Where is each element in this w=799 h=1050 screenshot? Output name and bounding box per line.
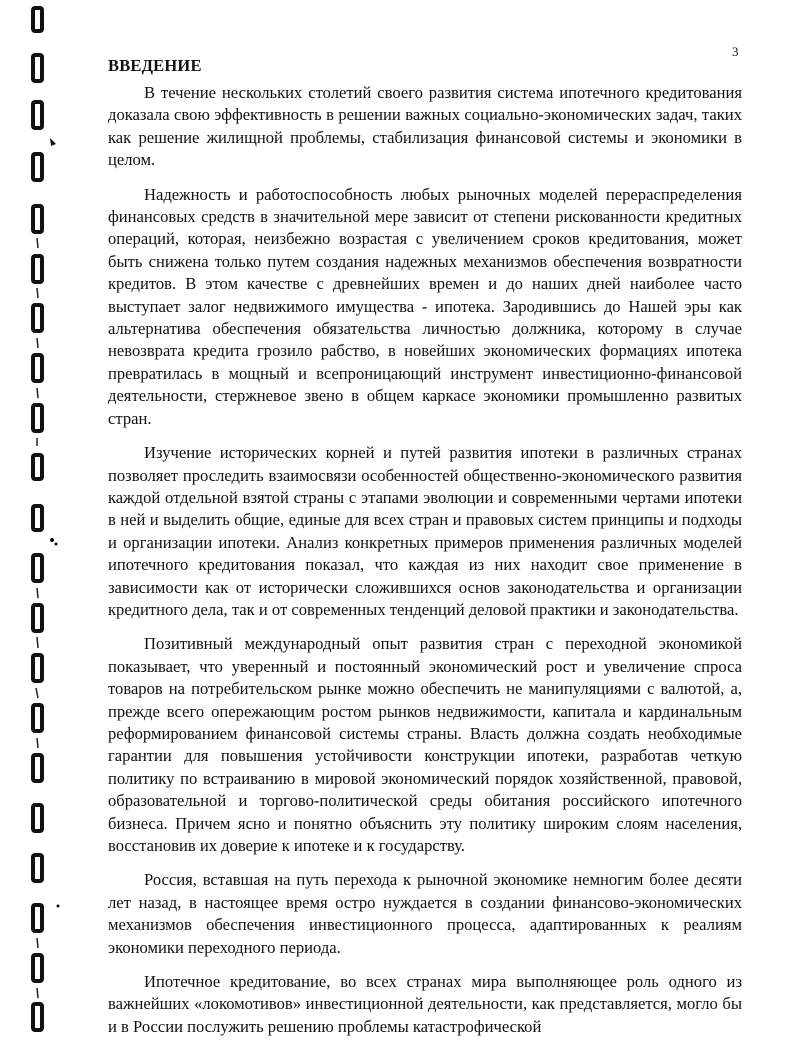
paragraph-3: Изучение исторических корней и путей развития ипотеки в различных странах позволяет проследить взаимосвязи особенностей общественно-экономического развития каждой отдельной взятой страны с этапами эволюции и современными чертами ипотеки в ней и выделить общие, единые для всех стран и правовых систем принципы и подходы и организации ипотеки. Анализ конкретных примеров применения различных моделей ипотечного кредитования показал, что каждая из них находит свое применение в зависимости как от исторически сложившихся основ законодательства и организации кредитного дела, так и от современных тенденций деловой практики и законодательства. xyxy=(108,443,742,619)
paragraph-2: Надежность и работоспособность любых рыночных моделей перераспределения финансовых средств в значительной мере зависит от степени рискованности кредитных операций, которая, неизбежно возрастая с увеличением сроков кредитования, может быть снижена только путем создания надежных механизмов обеспечения возвратности кредитов. В этом качестве с древнейших времен и до наших дней наиболее часто выступает залог недвижимого имущества - ипотека. Зародившись до Нашей эры как альтернатива обеспечения обязательства личностью должника, которому в случае невозврата кредита грозило рабство, в новейших экономических формациях ипотека превратилась в мощный и всепроницающий инструмент инвестиционно-финансовой деятельности, стержневое звено в общем каркасе экономики промышленно развитых стран. xyxy=(108,184,742,428)
paragraph-1: В течение нескольких столетий своего развития система ипотечного кредитования доказала свою эффективность в решении важных социально-экономических задач, таких как решение жилищной проблемы, стабилизация финансовой системы и экономики в целом. xyxy=(108,83,742,170)
page-title: ВВЕДЕНИЕ xyxy=(108,56,202,75)
page-content xyxy=(108,56,742,1050)
paragraph-5: Россия, вставшая на путь перехода к рыночной экономике немногим более десяти лет назад, в настоящее время остро нуждается в создании финансово-экономических механизмов обеспечения инвестиционного процесса, адаптированных к реалиям экономики переходного периода. xyxy=(108,870,742,957)
page-number: 3 xyxy=(732,44,739,59)
paragraph-6: Ипотечное кредитование, во всех странах мира выполняющее роль одного из важнейших «локомотивов» инвестиционной деятельности, как представляется, могло бы и в России послужить решению проблемы катастрофической xyxy=(108,972,742,1036)
binding-punch-holes-icon xyxy=(0,0,60,1034)
paragraph-4: Позитивный международный опыт развития стран с переходной экономикой показывает, что уверенный и постоянный экономический рост и увеличение спроса товаров на потребительском рынке можно обеспечить не манипуляциями с валютой, а, прежде всего опережающим ростом рынков недвижимости, капитала и кардинальным реформированием финансовой системы страны. Власть должна создать необходимые гарантии для повышения устойчивости конструкции ипотеки, разработав четкую политику по встраиванию в мировой экономический порядок хозяйственной, правовой, образовательной и торгово-политической среды обитания российского ипотечного бизнеса. Причем ясно и понятно объяснить эту политику широким слоям населения, восстановив их доверие к ипотеке и к государству. xyxy=(108,634,742,855)
